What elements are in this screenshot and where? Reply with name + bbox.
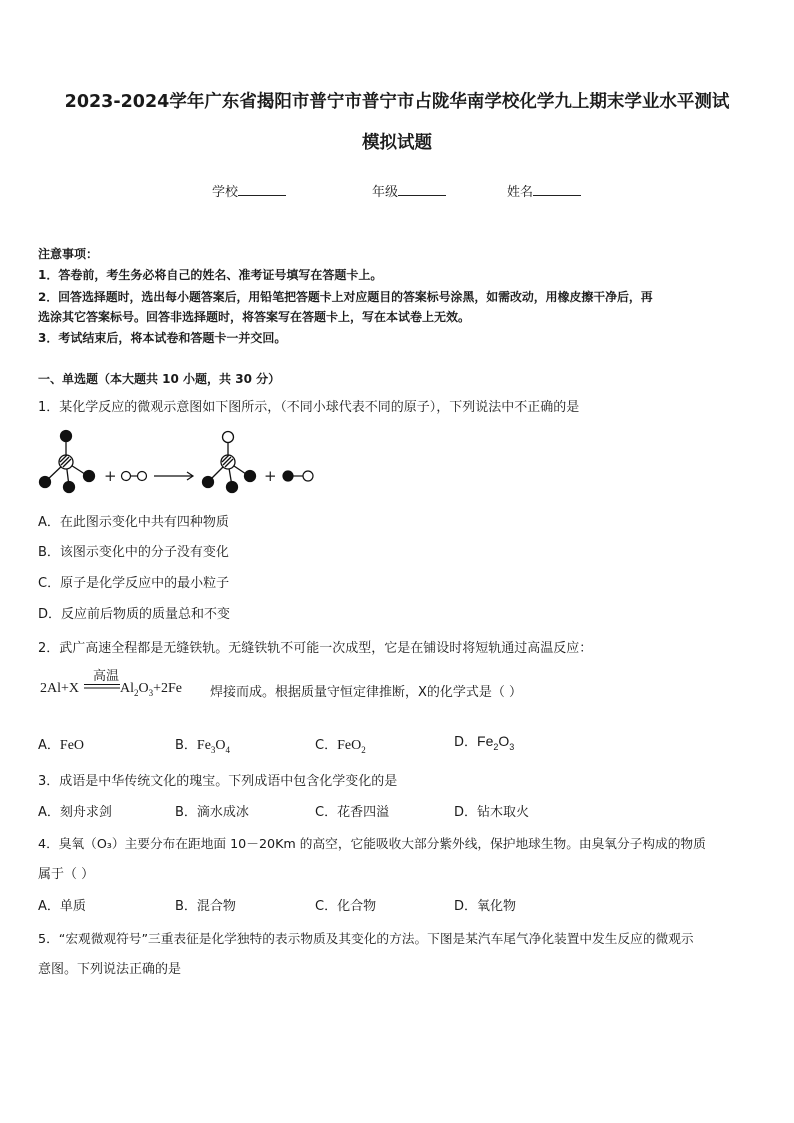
q2-option-b: B．$Fe_3O_4$ bbox=[175, 738, 231, 755]
notes-heading: 注意事项： bbox=[38, 247, 99, 261]
reactant-molecule-1 bbox=[40, 431, 95, 493]
q4-option-a: A．单质 bbox=[38, 899, 86, 914]
school-label: 学校 bbox=[212, 185, 239, 200]
name-label: 姓名 bbox=[507, 185, 534, 200]
q2-equation-right: $Al_2O_3+2Fe$ bbox=[120, 681, 183, 698]
product-molecule-2 bbox=[283, 471, 313, 481]
note-1: 1．答卷前，考生务必将自己的姓名、准考证号填写在答题卡上。 bbox=[38, 268, 383, 282]
q3-option-b: B．滴水成冰 bbox=[175, 805, 249, 820]
exam-title-line1: 2023-2024学年广东省揭阳市普宁市普宁市占陇华南学校化学九上期末学业水平测试 bbox=[64, 92, 730, 112]
name-field bbox=[507, 181, 581, 200]
q4-option-b: B．混合物 bbox=[175, 899, 236, 914]
q1-stem: 1．某化学反应的微观示意图如下图所示，（不同小球代表不同的原子），下列说法中不正确的是 bbox=[38, 400, 580, 415]
q2-condition: 高温 bbox=[93, 668, 120, 683]
grade-blank bbox=[398, 183, 446, 196]
q2-option-c: C．FeO$_2$ bbox=[315, 738, 366, 755]
name-blank bbox=[533, 183, 581, 196]
q1-reaction-diagram bbox=[36, 428, 326, 498]
q3-option-a: A．刻舟求剑 bbox=[38, 805, 112, 820]
q1-option-c: C．原子是化学反应中的最小粒子 bbox=[38, 576, 230, 591]
q4-stem-line2: 属于（ ） bbox=[38, 867, 95, 882]
q2-stem: 2．武广高速全程都是无缝铁轨。无缝铁轨不可能一次成型，它是在铺设时将短轨通过高温反应： bbox=[38, 641, 593, 656]
q2-equals-sign bbox=[84, 683, 120, 691]
note-3: 3．考试结束后，将本试卷和答题卡一并交回。 bbox=[38, 331, 287, 345]
q1-option-a: A．在此图示变化中共有四种物质 bbox=[38, 515, 229, 530]
exam-title-line2: 模拟试题 bbox=[362, 133, 432, 153]
q4-option-c: C．化合物 bbox=[315, 899, 377, 914]
grade-label: 年级 bbox=[372, 185, 399, 200]
q2-option-d: D．$Fe_2O_3$ bbox=[454, 733, 515, 752]
q5-stem-line2: 意图。下列说法正确的是 bbox=[38, 962, 182, 977]
q1-option-d: D．反应前后物质的质量总和不变 bbox=[38, 607, 231, 622]
svg-text:+: + bbox=[104, 467, 117, 485]
q2-option-a: A．FeO bbox=[38, 738, 85, 753]
note-2b: 选涂其它答案标号。回答非选择题时，将答案写在答题卡上，写在本试卷上无效。 bbox=[38, 310, 471, 324]
school-field bbox=[212, 181, 286, 200]
product-molecule-1 bbox=[203, 432, 256, 493]
q5-stem-line1: 5．“宏观微观符号”三重表征是化学独特的表示物质及其变化的方法。下图是某汽车尾气净化装置中发生反应的微观示 bbox=[38, 931, 694, 946]
grade-field bbox=[372, 181, 446, 200]
q3-option-d: D．钻木取火 bbox=[454, 805, 530, 820]
q2-stem-tail: 焊接而成。根据质量守恒定律推断，X的化学式是（ ） bbox=[210, 685, 523, 700]
school-blank bbox=[238, 183, 286, 196]
q3-stem: 3．成语是中华传统文化的瑰宝。下列成语中包含化学变化的是 bbox=[38, 774, 398, 789]
q4-stem-line1: 4．臭氧（O₃）主要分布在距地面 10－20Km 的高空，它能吸收大部分紫外线，保护地球生物。由臭氧分子构成的物质 bbox=[38, 836, 706, 851]
q2-equation-left: 2Al+X bbox=[40, 681, 80, 696]
section-heading: 一、单选题（本大题共 10 小题，共 30 分） bbox=[38, 372, 281, 386]
q4-option-d: D．氧化物 bbox=[454, 899, 517, 914]
q1-option-b: B．该图示变化中的分子没有变化 bbox=[38, 545, 229, 560]
note-2a: 2．回答选择题时，选出每小题答案后，用铅笔把答题卡上对应题目的答案标号涂黑，如需改动，用橡皮擦干净后，再 bbox=[38, 290, 653, 304]
reaction-arrow bbox=[154, 472, 193, 480]
reactant-molecule-2 bbox=[122, 472, 147, 481]
q3-option-c: C．花香四溢 bbox=[315, 805, 390, 820]
svg-text:+: + bbox=[264, 467, 277, 485]
